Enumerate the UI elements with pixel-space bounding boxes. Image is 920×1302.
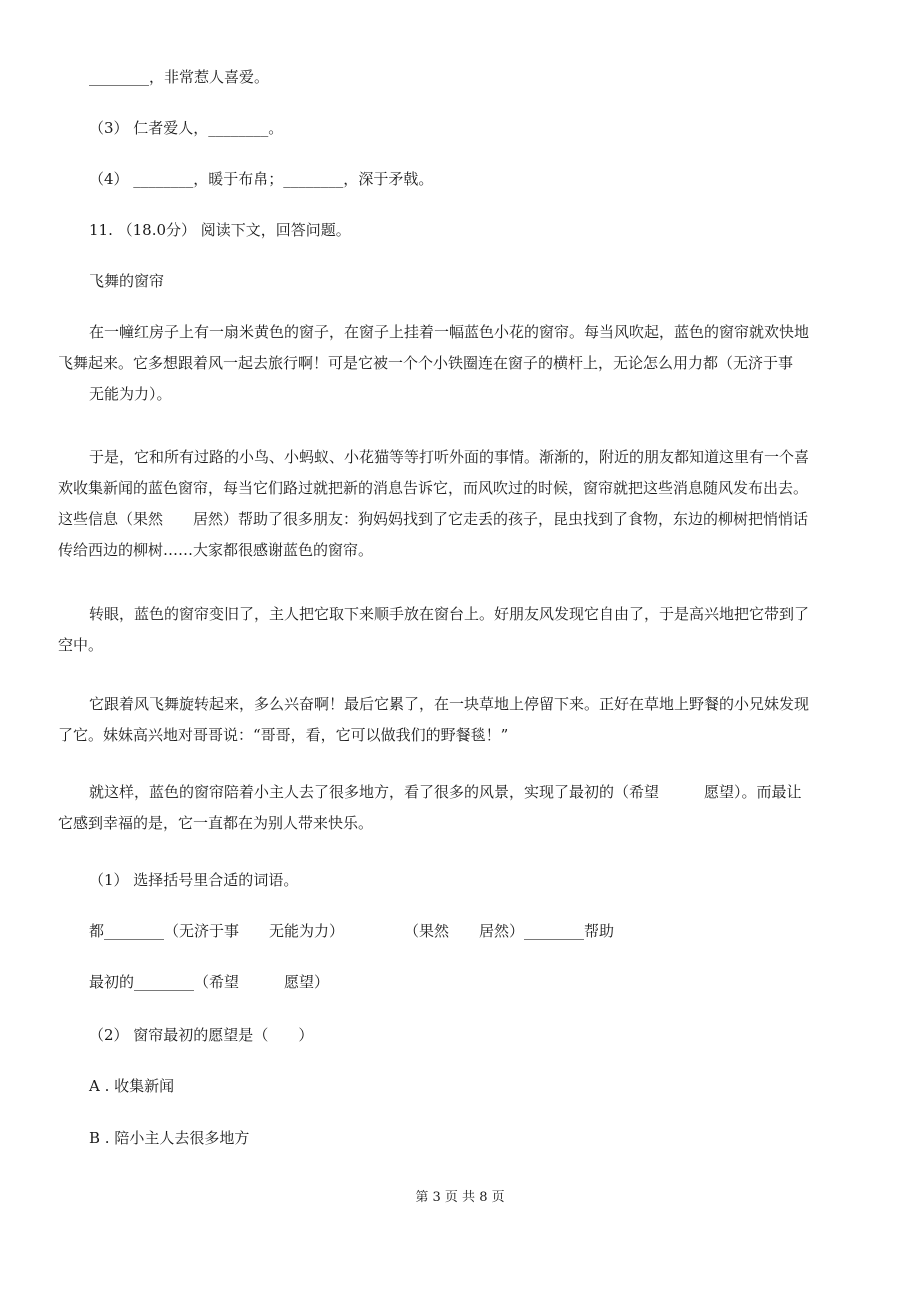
passage-paragraph-2 bbox=[58, 447, 869, 571]
q10-line-continuation: ________，非常惹人喜爱。 bbox=[89, 68, 270, 86]
q10-item-4: （4） ________，暖于布帛；________，深于矛戟。 bbox=[89, 170, 434, 188]
option-a: A . 收集新闻 bbox=[89, 1077, 175, 1095]
text-line: 空中。 bbox=[58, 636, 104, 654]
q11-header: 11. （18.0分） 阅读下文，回答问题。 bbox=[89, 221, 351, 239]
passage-paragraph-4 bbox=[58, 694, 869, 756]
q10-item-3: （3） 仁者爱人，________。 bbox=[89, 119, 284, 137]
text-line: 就这样，蓝色的窗帘陪着小主人去了很多地方，看了很多的风景，实现了最初的（希望 愿望）。而最让 bbox=[89, 783, 802, 801]
passage-title: 飞舞的窗帘 bbox=[89, 272, 165, 290]
sub-question-1-line-a: 都________（无济于事 无能为力） （果然 居然）________帮助 bbox=[89, 922, 615, 940]
text-line: 在一幢红房子上有一扇米黄色的窗子，在窗子上挂着一幅蓝色小花的窗帘。每当风吹起，蓝色的窗帘就欢快地 bbox=[89, 323, 810, 341]
passage-paragraph-1 bbox=[58, 322, 869, 415]
page-footer: 第 3 页 共 8 页 bbox=[415, 1190, 505, 1205]
text-line: 无能为力）。 bbox=[89, 385, 172, 403]
text-line: 它跟着风飞舞旋转起来，多么兴奋啊！最后它累了，在一块草地上停留下来。正好在草地上野餐的小兄妹发现 bbox=[89, 695, 810, 713]
text-line: 转眼，蓝色的窗帘变旧了，主人把它取下来顺手放在窗台上。好朋友风发现它自由了，于是高兴地把它带到了 bbox=[89, 605, 810, 623]
sub-question-2-prompt: （2） 窗帘最初的愿望是（ ） bbox=[89, 1026, 314, 1044]
text-line: 欢收集新闻的蓝色窗帘，每当它们路过就把新的消息告诉它，而风吹过的时候，窗帘就把这些消息随风发布出去。 bbox=[58, 479, 809, 497]
text-line: 它感到幸福的是，它一直都在为别人带来快乐。 bbox=[58, 814, 374, 832]
sub-question-1-prompt: （1） 选择括号里合适的词语。 bbox=[89, 871, 299, 889]
passage-paragraph-5 bbox=[58, 782, 869, 844]
option-b: B . 陪小主人去很多地方 bbox=[89, 1129, 250, 1147]
passage-paragraph-3 bbox=[58, 604, 869, 666]
text-line: 了它。妹妹高兴地对哥哥说：“哥哥，看，它可以做我们的野餐毯！” bbox=[58, 726, 509, 744]
text-line: 这些信息（果然 居然）帮助了很多朋友：狗妈妈找到了它走丢的孩子，昆虫找到了食物，东边的柳树把悄悄话 bbox=[58, 510, 809, 528]
sub-question-1-line-b: 最初的________（希望 愿望） bbox=[89, 973, 330, 991]
text-line: 于是，它和所有过路的小鸟、小蚂蚁、小花猫等等打听外面的事情。渐渐的，附近的朋友都知道这里有一个喜 bbox=[89, 448, 810, 466]
text-line: 传给西边的柳树……大家都很感谢蓝色的窗帘。 bbox=[58, 541, 374, 559]
text-line: 飞舞起来。它多想跟着风一起去旅行啊！可是它被一个个小铁圈连在窗子的横杆上，无论怎么用力都（无济于事 bbox=[58, 354, 794, 372]
